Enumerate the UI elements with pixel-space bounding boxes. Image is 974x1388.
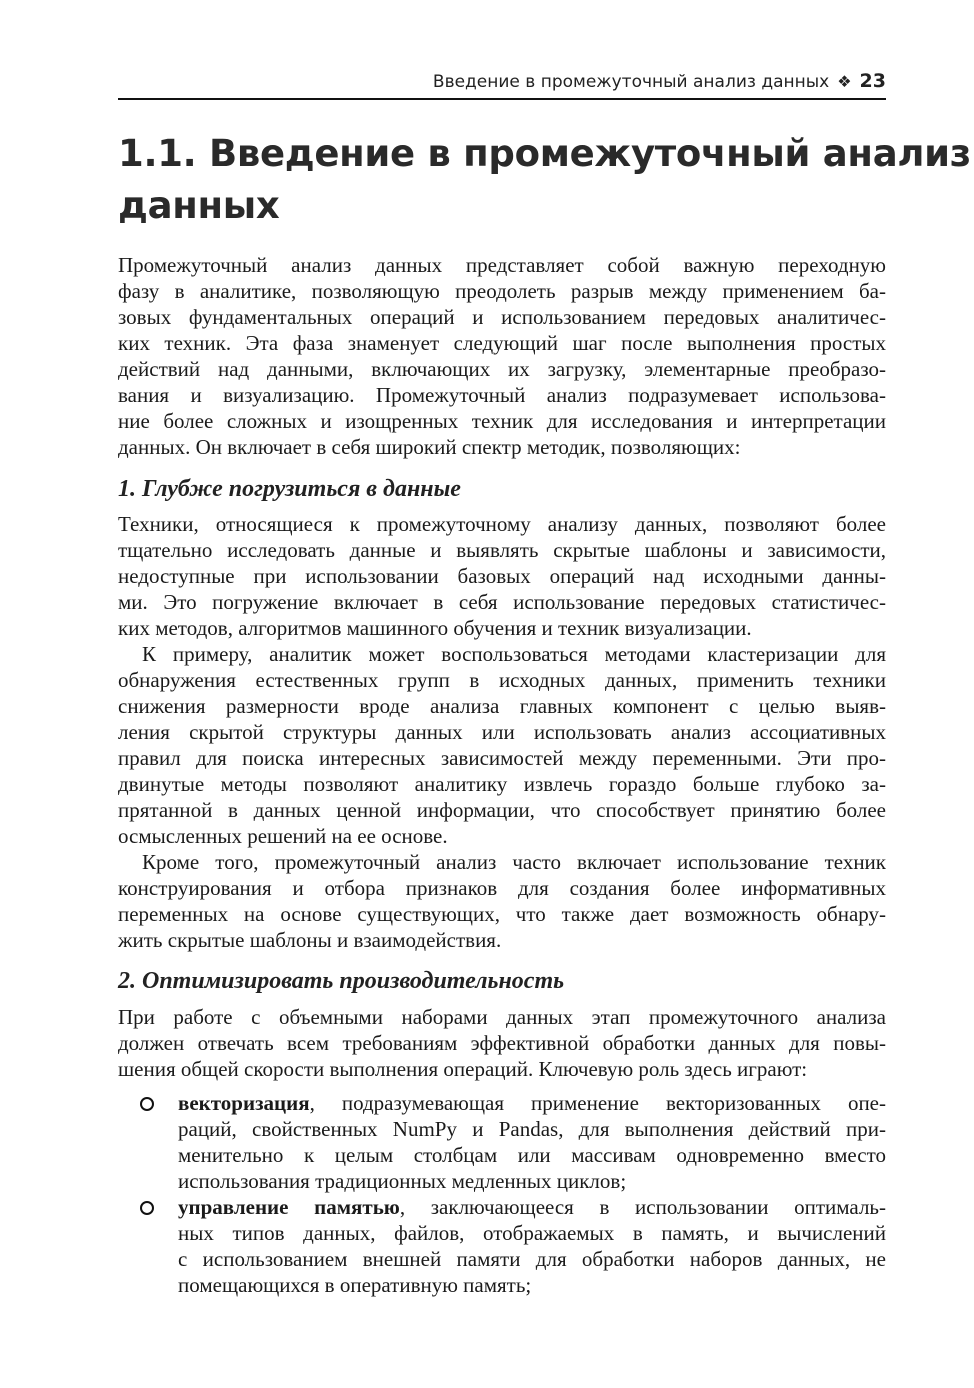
text-line: правил для поиска интересных зависимостей между переменными. Эти про- xyxy=(118,746,886,770)
text-line: менительно к целым столбцам или массивам одновременно вместо xyxy=(178,1143,886,1167)
text-line: ние более сложных и изощренных техник для исследования и интерпретации xyxy=(118,409,886,433)
text-line: зовых фундаментальных операций и использованием передовых аналитичес- xyxy=(118,305,886,329)
text-line xyxy=(178,1090,886,1116)
bullet-circle-icon xyxy=(140,1201,154,1215)
text-line: переменных на основе существующих, что также дает возможность обнару- xyxy=(118,902,886,926)
text-line: Техники, относящиеся к промежуточному анализу данных, позволяют более xyxy=(118,512,886,536)
text-line: ления скрытой структуры данных или использовать анализ ассоциативных xyxy=(118,720,886,744)
text-line: шения общей скорости выполнения операций. Ключевую роль здесь играют: xyxy=(118,1057,808,1081)
text-line: тщательно исследовать данные и выявлять скрытые шаблоны и зависимости, xyxy=(118,538,886,562)
title-line: данных xyxy=(118,184,280,227)
page-number: 23 xyxy=(859,70,886,92)
text-line: прятанной в данных ценной информации, что способствует принятию более xyxy=(118,798,886,822)
text-line xyxy=(178,1194,886,1220)
bullet-text: , подразумевающая применение векторизованных опе- xyxy=(309,1091,886,1115)
text-line: с использованием внешней памяти для обработки наборов данных, не xyxy=(178,1247,886,1271)
text-line: недоступные при использовании базовых операций над исходными данны- xyxy=(118,564,886,588)
text-line: должен отвечать всем требованиям эффективной обработки данных для повы- xyxy=(118,1031,886,1055)
text-line: При работе с объемными наборами данных этап промежуточного анализа xyxy=(118,1005,886,1029)
text-line: конструирования и отбора признаков для создания более информативных xyxy=(118,876,886,900)
section-title xyxy=(118,128,971,232)
text-line: ных типов данных, файлов, отображаемых в память, и вычислений xyxy=(178,1221,886,1245)
text-line: вания и визуализацию. Промежуточный анализ подразумевает использова- xyxy=(118,383,886,407)
bullet-item xyxy=(118,1090,886,1194)
title-line: 1.1. Введение в промежуточный анализ xyxy=(118,132,971,175)
subheading-2: 2. Оптимизировать производительность xyxy=(118,968,565,994)
paragraph xyxy=(118,1004,886,1082)
text-line: осмысленных решений на ее основе. xyxy=(118,824,448,848)
text-line: раций, свойственных NumPy и Pandas, для выполнения действий при- xyxy=(178,1117,886,1141)
bullet-text: , заключающееся в использовании оптималь- xyxy=(399,1195,886,1219)
bullet-item xyxy=(118,1194,886,1298)
text-line: фазу в аналитике, позволяющую преодолеть разрыв между применением ба- xyxy=(118,279,886,303)
text-line: жить скрытые шаблоны и взаимодействия. xyxy=(118,928,502,952)
paragraph xyxy=(118,511,886,641)
text-line: данных. Он включает в себя широкий спектр методик, позволяющих: xyxy=(118,435,741,459)
header-rule xyxy=(118,98,886,100)
bullet-term: векторизация xyxy=(178,1091,310,1115)
text-line: ких методов, алгоритмов машинного обучения и техник визуализации. xyxy=(118,616,752,640)
text-line: К примеру, аналитик может воспользоваться методами кластеризации для xyxy=(142,642,886,666)
text-line: двинутые методы позволяют аналитику извлечь гораздо больше глубоко за- xyxy=(118,772,886,796)
text-line: помещающихся в оперативную память; xyxy=(178,1273,532,1297)
text-line: действий над данными, включающих их загрузку, элементарные преобразо- xyxy=(118,357,886,381)
paragraph xyxy=(118,641,886,849)
bullet-term: управление памятью xyxy=(178,1195,400,1219)
text-line: ми. Это погружение включает в себя использование передовых статистичес- xyxy=(118,590,886,614)
text-line: Промежуточный анализ данных представляет собой важную переходную xyxy=(118,253,886,277)
text-line: снижения размерности вроде анализа главных компонент с целью выяв- xyxy=(118,694,886,718)
text-line: использования традиционных медленных циклов; xyxy=(178,1169,627,1193)
paragraph xyxy=(118,252,886,460)
ornament-icon: ❖ xyxy=(837,72,852,91)
text-line: обнаружения естественных групп в исходных данных, применить техники xyxy=(118,668,886,692)
bullet-circle-icon xyxy=(140,1097,154,1111)
running-header-title: Введение в промежуточный анализ данных xyxy=(432,72,830,92)
text-line: Кроме того, промежуточный анализ часто включает использование техник xyxy=(142,850,886,874)
running-header xyxy=(118,70,886,98)
subheading-1: 1. Глубже погрузиться в данные xyxy=(118,476,461,502)
paragraph xyxy=(118,849,886,953)
text-line: ких техник. Эта фаза знаменует следующий шаг после выполнения простых xyxy=(118,331,886,355)
